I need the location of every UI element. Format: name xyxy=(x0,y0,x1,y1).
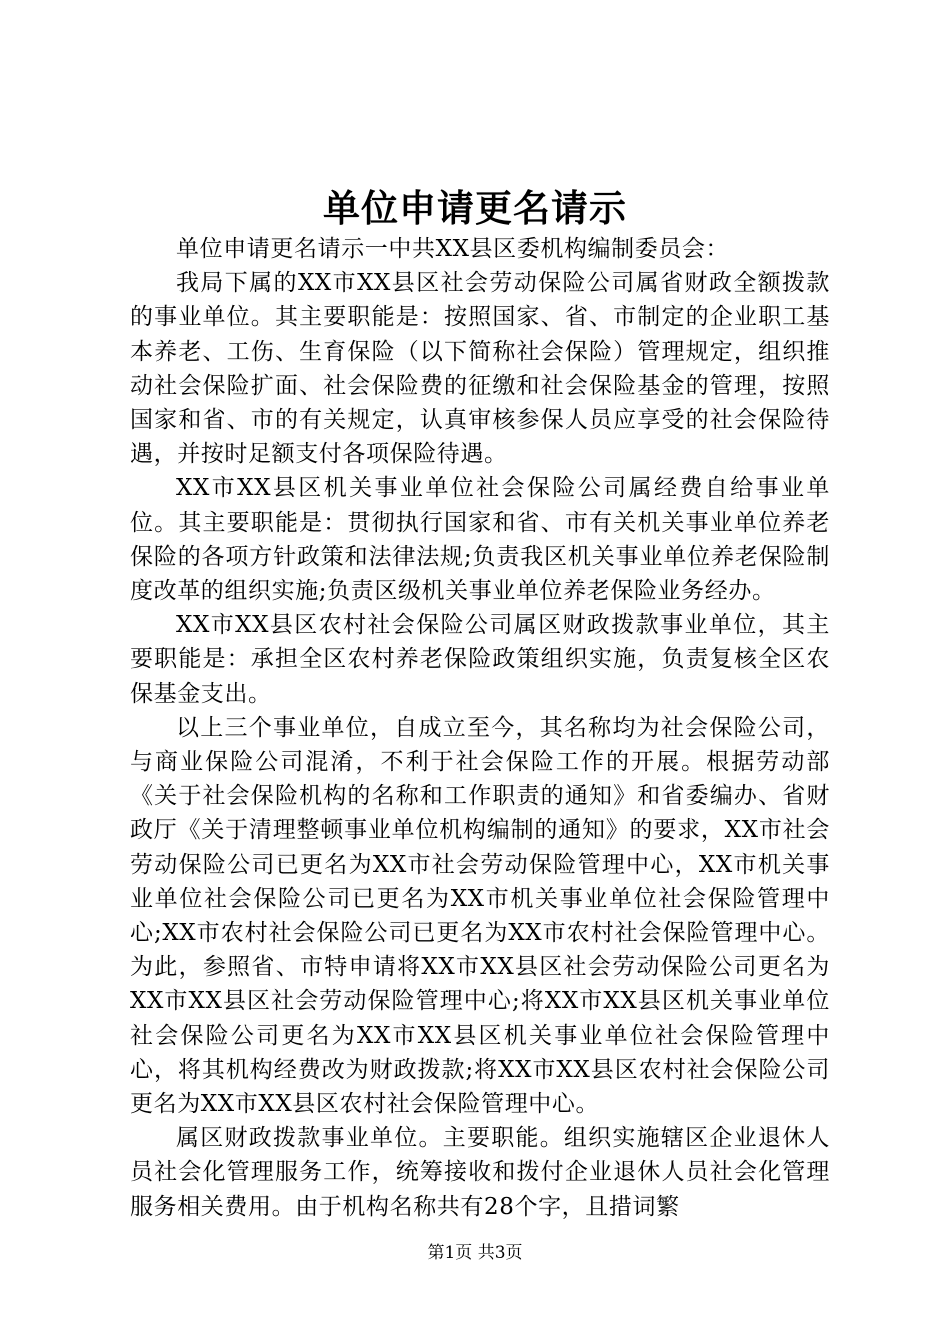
paragraph-rural-insurance: XX市XX县区农村社会保险公司属区财政拨款事业单位，其主要职能是：承担全区农村养老保险政策组织实施，负责复核全区农保基金支出。 xyxy=(130,612,830,707)
paragraph-retiree-service: 属区财政拨款事业单位。主要职能。组织实施辖区企业退休人员社会化管理服务工作，统筹接收和拨付企业退休人员社会化管理服务相关费用。由于机构名称共有28个字，且措词繁 xyxy=(130,1125,830,1220)
document-body xyxy=(130,232,830,1224)
document-title: 单位申请更名请示 xyxy=(323,186,627,230)
paragraph-salutation: 单位申请更名请示一中共XX县区委机构编制委员会： xyxy=(176,236,730,262)
paragraph-rename-request: 以上三个事业单位，自成立至今，其名称均为社会保险公司，与商业保险公司混淆，不利于社会保险工作的开展。根据劳动部《关于社会保险机构的名称和工作职责的通知》和省委编办、省财政厅《关于清理整顿事业单位机构编制的通知》的要求，XX市社会劳动保险公司已更名为XX市社会劳动保险管理中心，XX市机关事业单位社会保险公司已更名为XX市机关事业单位社会保险管理中心;XX市农村社会保险公司已更名为XX市农村社会保险管理中心。为此，参照省、市特申请将XX市XX县区社会劳动保险公司更名为XX市XX县区社会劳动保险管理中心;将XX市XX县区机关事业单位社会保险公司更名为XX市XX县区机关事业单位社会保险管理中心，将其机构经费改为财政拨款;将XX市XX县区农村社会保险公司更名为XX市XX县区农村社会保险管理中心。 xyxy=(130,714,830,1118)
paragraph-labor-insurance: 我局下属的XX市XX县区社会劳动保险公司属省财政全额拨款的事业单位。其主要职能是：按照国家、省、市制定的企业职工基本养老、工伤、生育保险（以下简称社会保险）管理规定，组织推动社会保险扩面、社会保险费的征缴和社会保险基金的管理，按照国家和省、市的有关规定，认真审核参保人员应享受的社会保险待遇，并按时足额支付各项保险待遇。 xyxy=(130,270,830,468)
page-footer: 第1页 共3页 xyxy=(427,1243,523,1263)
paragraph-institution-insurance: XX市XX县区机关事业单位社会保险公司属经费自给事业单位。其主要职能是：贯彻执行国家和省、市有关机关事业单位养老保险的各项方针政策和法律法规;负责我区机关事业单位养老保险制度改革的组织实施;负责区级机关事业单位养老保险业务经办。 xyxy=(130,475,830,605)
